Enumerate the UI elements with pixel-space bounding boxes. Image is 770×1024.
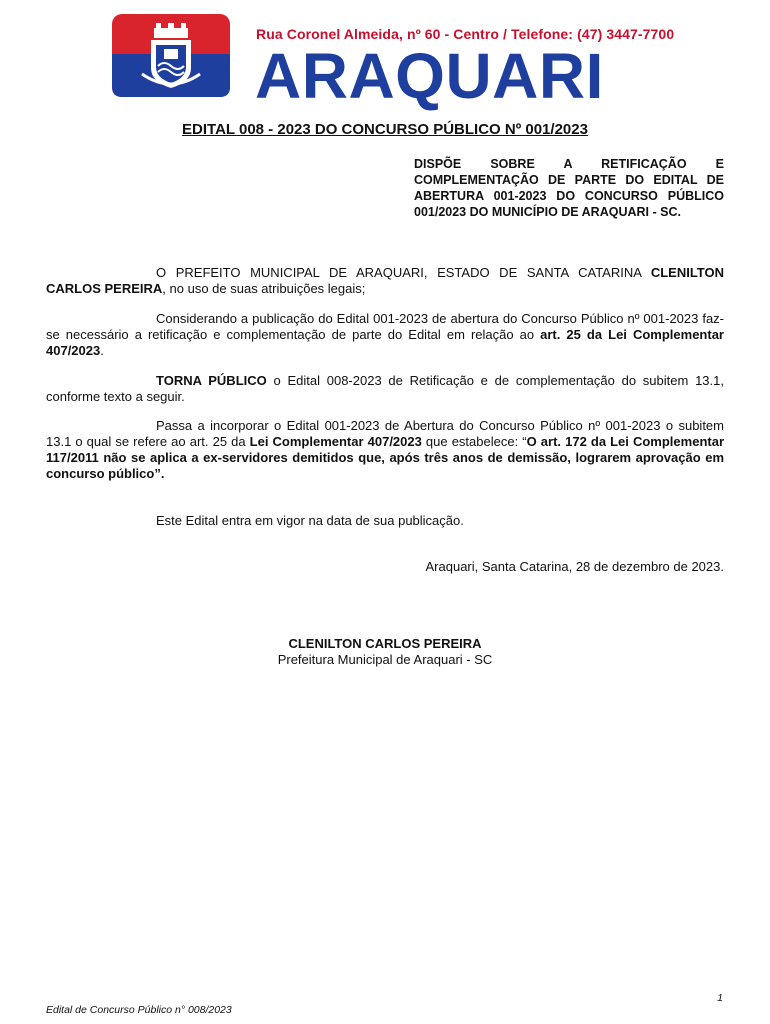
page-title: EDITAL 008 - 2023 DO CONCURSO PÚBLICO Nº 001/2023: [182, 121, 588, 138]
coat-of-arms-logo: [112, 14, 230, 97]
signature-role: Prefeitura Municipal de Araquari - SC: [277, 652, 493, 667]
paragraph-3: TORNA PÚBLICO o Edital 008-2023 de Retificação e de complementação do subitem 13.1, conforme texto a seguir.: [46, 373, 724, 404]
header-city-name: ARAQUARI: [255, 40, 604, 112]
document-summary: DISPÕE SOBRE A RETIFICAÇÃO E COMPLEMENTAÇÃO DE PARTE DO EDITAL DE ABERTURA 001-2023 DO CONCURSO PÚBLICO 001/2023 DO MUNICÍPIO DE ARAQUARI - SC.: [414, 157, 724, 219]
signature-name: CLENILTON CARLOS PEREIRA: [288, 636, 482, 651]
paragraph-4: Passa a incorporar o Edital 001-2023 de Abertura do Concurso Público nº 001-2023 o subitem 13.1 o qual se refere ao art. 25 da Lei Complementar 407/2023 que estabelece: “O art. 172 da Lei Complementar 117/2011 não se aplica a ex-servidores demitidos que, após três anos de demissão, lograrem aprovação em concurso público”.: [46, 418, 725, 481]
closing-statement: Este Edital entra em vigor na data de sua publicação.: [156, 513, 464, 528]
paragraph-2: Considerando a publicação do Edital 001-2023 de abertura do Concurso Público nº 001-2023 faz-se necessário a retificação e complementação de parte do Edital em relação ao art. 25 da Lei Complementar 407/2023.: [46, 311, 724, 358]
paragraph-1: O PREFEITO MUNICIPAL DE ARAQUARI, ESTADO DE SANTA CATARINA CLENILTON CARLOS PEREIRA, no uso de suas atribuições legais;: [46, 265, 724, 296]
footer-document-ref: Edital de Concurso Público n° 008/2023: [46, 1004, 232, 1016]
document-date: Araquari, Santa Catarina, 28 de dezembro de 2023.: [425, 559, 724, 574]
page-number: 1: [717, 992, 723, 1004]
header-address: Rua Coronel Almeida, nº 60 - Centro / Telefone: (47) 3447-7700: [256, 26, 675, 42]
